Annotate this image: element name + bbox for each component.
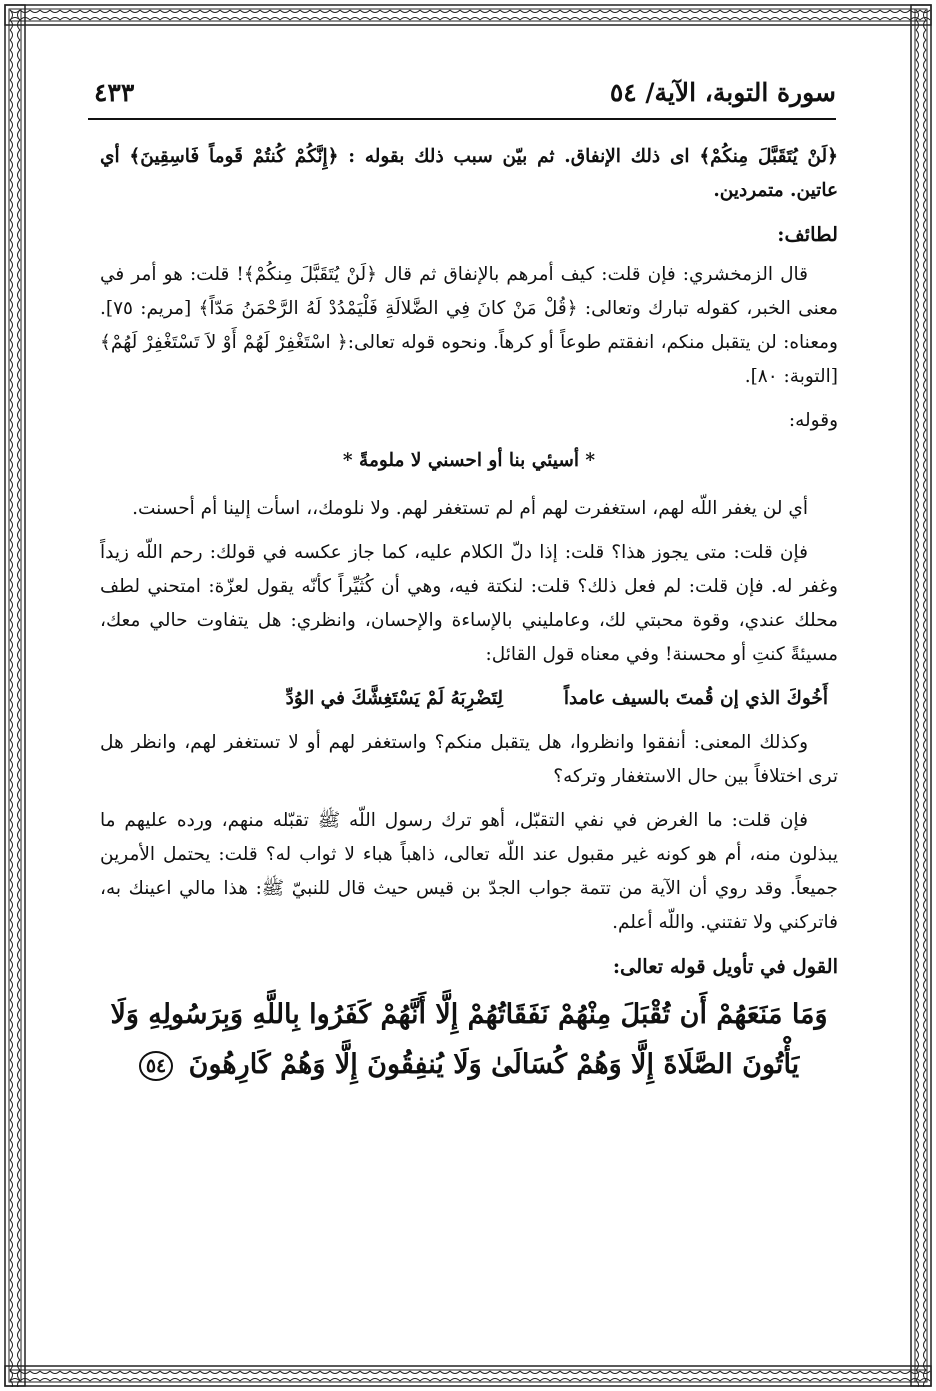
quran-verse-line-1: وَمَا مَنَعَهُمْ أَن تُقْبَلَ مِنْهُمْ نَفَقَاتُهُمْ إِلَّا أَنَّهُمْ كَفَرُوا بِاللَّهِ وَبِرَسُولِهِ وَلَا xyxy=(110,999,828,1030)
paragraph-1: ﴿لَنْ يُتَقَبَّلَ مِنكُمْ﴾ اى ذلك الإنفاق. ثم بيّن سبب ذلك بقوله : ﴿إِنَّكُمْ كُنتُمْ قَوماً فَاسِقِينَ﴾ أي عاتين. متمردين. xyxy=(100,146,838,201)
surah-title: سورة التوبة، الآية/ ٥٤ xyxy=(609,78,836,107)
paragraph-meaning: أي لن يغفر اللّه لهم، استغفرت لهم أم لم تستغفر لهم. ولا نلومك،، اسأت إلينا أم أحسنت. xyxy=(132,498,808,519)
poetry-verse-2 xyxy=(100,682,838,716)
page-body xyxy=(100,140,838,1090)
section-heading-tawil: القول في تأويل قوله تعالى: xyxy=(612,955,838,978)
verse-2-second-hemistich: لِتَضْرِبَهُ لَمْ يَسْتَغِشَّكَ في الوُدِّ xyxy=(285,688,504,709)
verse-2-first-hemistich: أَخُوكَ الذي إن قُمتَ بالسيف عامداً xyxy=(563,688,828,709)
section-heading-lataif: لطائف: xyxy=(777,223,838,246)
paragraph-zamakhshari: قال الزمخشري: فإن قلت: كيف أمرهم بالإنفاق ثم قال ﴿لَنْ يُتَقَبَّلَ مِنكُمْ﴾! قلت: هو أمر في معنى الخبر، كقوله تبارك وتعالى: ﴿قُلْ مَنْ كانَ فِي الضَّلالَةِ فَلْيَمْدُدْ لَهُ الرَّحْمَنُ مَدّاً﴾ [مريم: ٧٥]. ومعناه: لن يتقبل منكم، انفقتم طوعاً أو كرهاً. ونحوه قوله تعالى:﴿ اسْتَغْفِرْ لَهُمْ أَوْ لاَ تَسْتَغْفِرْ لَهُمْ﴾ [التوبة: ٨٠]. xyxy=(100,264,838,387)
decorative-border-bottom xyxy=(4,1365,932,1387)
quran-verse-line-2-text: يَأْتُونَ الصَّلَاةَ إِلَّا وَهُمْ كُسَالَىٰ وَلَا يُنفِقُونَ إِلَّا وَهُمْ كَارِهُونَ xyxy=(188,1049,800,1080)
page-number: ٤٣٣ xyxy=(94,78,135,107)
decorative-border-right xyxy=(910,4,932,1387)
poetry-verse-1: * أسيئي بنا أو احسني لا ملومةً * xyxy=(342,450,596,471)
paragraph-question: فإن قلت: متى يجوز هذا؟ قلت: إذا دلّ الكلام عليه، كما جاز عكسه في قولك: رحم اللّه زيداً وغفر له. فإن قلت: لم فعل ذلك؟ قلت: لنكتة فيه، وهي أن كُثَيِّراً كأنّه يقول لعزّة: امتحني لطف محلك عندي، وقوة محبتي لك، وعامليني بالإساءة والإحسان، وانظري: هل يتفاوت حالي معك، مسيئةً كنتِ أو محسنة! وفي معناه قول القائل: xyxy=(100,542,838,665)
ayah-number-marker: ٥٤ xyxy=(139,1051,173,1081)
paragraph-purpose: فإن قلت: ما الغرض في نفي التقبّل، أهو ترك رسول اللّه ﷺ تقبّله منهم، ورده عليهم ما يبذلون منه، أم هو كونه غير مقبول عند اللّه تعالى، ذاهباً هباء لا ثواب له؟ قلت: يحتمل الأمرين جميعاً. وقد روي أن الآية من تتمة جواب الجدّ بن قيس حيث قال للنبيّ ﷺ: هذا مالي اعينك به، فاتركني ولا تفتني. واللّه أعلم. xyxy=(100,810,838,933)
paragraph-likewise: وكذلك المعنى: أنفقوا وانظروا، هل يتقبل منكم؟ واستغفر لهم أو لا تستغفر لهم، وانظر هل ترى اختلافاً بين حال الاستغفار وتركه؟ xyxy=(100,732,838,787)
paragraph-waqawluh: وقوله: xyxy=(788,410,838,431)
quran-verse-line-2 xyxy=(100,1040,838,1090)
page-header xyxy=(88,74,836,120)
decorative-border-top xyxy=(4,4,932,26)
decorative-border-left xyxy=(4,4,26,1387)
